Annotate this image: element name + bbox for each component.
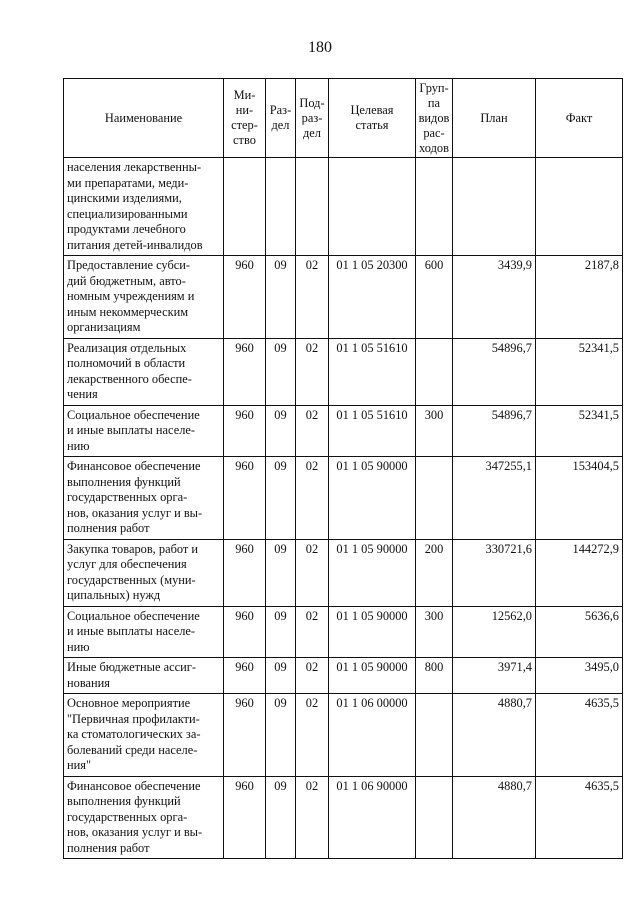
header-name: Наименование	[64, 79, 224, 158]
cell-ministry	[224, 158, 266, 256]
cell-name-line: нования	[67, 675, 110, 690]
cell-subsection	[296, 158, 329, 256]
cell-name-line: ния"	[67, 758, 92, 772]
cell-name-line: государственных орга-	[67, 490, 188, 504]
cell-subsection: 02	[296, 694, 329, 777]
cell-name-line: "Первичная профилакти-	[67, 711, 200, 726]
cell-name-line: полнения работ	[67, 521, 150, 535]
cell-plan: 330721,6	[453, 539, 536, 606]
cell-name	[64, 256, 224, 339]
cell-plan: 3439,9	[453, 256, 536, 339]
cell-name	[64, 606, 224, 658]
cell-target: 01 1 05 20300	[329, 256, 416, 339]
cell-name-line: Социальное обеспечение	[67, 407, 200, 422]
cell-group: 300	[416, 405, 453, 457]
cell-fact: 5636,6	[536, 606, 623, 658]
cell-ministry: 960	[224, 457, 266, 540]
cell-ministry: 960	[224, 405, 266, 457]
cell-fact: 144272,9	[536, 539, 623, 606]
cell-group	[416, 776, 453, 859]
table-body	[64, 158, 623, 859]
cell-group: 300	[416, 606, 453, 658]
table-row	[64, 405, 623, 457]
cell-plan: 347255,1	[453, 457, 536, 540]
cell-target: 01 1 05 90000	[329, 457, 416, 540]
cell-ministry: 960	[224, 694, 266, 777]
cell-name	[64, 158, 224, 256]
header-target-article: Целевая статья	[329, 79, 416, 158]
cell-name-line: выполнения функций	[67, 794, 181, 808]
header-plan: План	[453, 79, 536, 158]
cell-name-line: номным учреждениям и	[67, 289, 195, 303]
cell-subsection: 02	[296, 405, 329, 457]
cell-name	[64, 658, 224, 694]
cell-section: 09	[266, 658, 296, 694]
cell-fact: 52341,5	[536, 405, 623, 457]
cell-name-line: выполнения функций	[67, 474, 181, 489]
cell-subsection: 02	[296, 606, 329, 658]
cell-group: 200	[416, 539, 453, 606]
cell-section: 09	[266, 338, 296, 405]
table-row	[64, 256, 623, 339]
cell-name-line: услуг для обеспечения	[67, 557, 187, 571]
cell-target	[329, 158, 416, 256]
cell-section: 09	[266, 606, 296, 658]
cell-name-line: Финансовое обеспечение	[67, 459, 201, 473]
cell-name-line: лекарственного обеспе-	[67, 371, 192, 386]
cell-name	[64, 405, 224, 457]
cell-subsection: 02	[296, 658, 329, 694]
cell-name-line: цинскими изделиями,	[67, 191, 182, 205]
cell-group	[416, 694, 453, 777]
cell-subsection: 02	[296, 338, 329, 405]
cell-plan: 12562,0	[453, 606, 536, 658]
cell-fact: 52341,5	[536, 338, 623, 405]
cell-ministry: 960	[224, 658, 266, 694]
table-row	[64, 457, 623, 540]
cell-name-line: населения лекарственны-	[67, 160, 202, 174]
page-number: 180	[308, 39, 332, 56]
cell-name-line: иным некоммерческим	[67, 304, 189, 319]
cell-name-line: полнения работ	[67, 840, 150, 855]
cell-name	[64, 539, 224, 606]
cell-section: 09	[266, 694, 296, 777]
header-subsection: Под- раз- дел	[296, 79, 329, 158]
cell-fact: 4635,5	[536, 776, 623, 859]
cell-ministry: 960	[224, 256, 266, 339]
cell-subsection: 02	[296, 539, 329, 606]
cell-section: 09	[266, 256, 296, 339]
cell-name-line: Финансовое обеспечение	[67, 778, 201, 793]
table-row	[64, 158, 623, 256]
table-row	[64, 338, 623, 405]
cell-name-line: полномочий в области	[67, 356, 186, 370]
cell-fact	[536, 158, 623, 256]
cell-section	[266, 158, 296, 256]
cell-name-line: нию	[67, 438, 90, 453]
cell-name-line: организациям	[67, 320, 141, 334]
cell-group	[416, 457, 453, 540]
cell-name-line: дий бюджетным, авто-	[67, 273, 186, 288]
cell-ministry: 960	[224, 776, 266, 859]
cell-name-line: государственных орга-	[67, 809, 188, 824]
cell-group: 600	[416, 256, 453, 339]
cell-name-line: нов, оказания услуг и вы-	[67, 825, 203, 839]
cell-ministry: 960	[224, 539, 266, 606]
table-row	[64, 694, 623, 777]
cell-plan: 3971,4	[453, 658, 536, 694]
cell-name-line: Предоставление субси-	[67, 258, 191, 272]
cell-target: 01 1 05 51610	[329, 338, 416, 405]
cell-subsection: 02	[296, 256, 329, 339]
cell-section: 09	[266, 405, 296, 457]
cell-group: 800	[416, 658, 453, 694]
cell-ministry: 960	[224, 606, 266, 658]
cell-group	[416, 338, 453, 405]
cell-name-line: ципальных) нужд	[67, 588, 161, 602]
cell-name-line: питания детей-инвалидов	[67, 237, 203, 252]
cell-name	[64, 694, 224, 777]
header-fact: Факт	[536, 79, 623, 158]
cell-subsection: 02	[296, 457, 329, 540]
cell-plan: 4880,7	[453, 776, 536, 859]
cell-fact: 153404,5	[536, 457, 623, 540]
cell-name-line: нов, оказания услуг и вы-	[67, 505, 203, 520]
cell-name	[64, 457, 224, 540]
table-row	[64, 539, 623, 606]
cell-group	[416, 158, 453, 256]
cell-target: 01 1 06 00000	[329, 694, 416, 777]
cell-plan: 4880,7	[453, 694, 536, 777]
budget-table	[63, 78, 623, 859]
cell-name-line: Иные бюджетные ассиг-	[67, 660, 196, 674]
cell-name	[64, 776, 224, 859]
header-ministry: Ми- ни- стер- ство	[224, 79, 266, 158]
cell-name-line: Основное мероприятие	[67, 696, 191, 710]
cell-plan	[453, 158, 536, 256]
cell-name	[64, 338, 224, 405]
cell-plan: 54896,7	[453, 405, 536, 457]
cell-name-line: Закупка товаров, работ и	[67, 541, 199, 556]
table-row	[64, 606, 623, 658]
cell-name-line: болеваний среди населе-	[67, 742, 198, 757]
cell-plan: 54896,7	[453, 338, 536, 405]
cell-name-line: нию	[67, 639, 90, 654]
cell-name-line: Реализация отдельных	[67, 340, 187, 355]
cell-target: 01 1 05 51610	[329, 405, 416, 457]
cell-name-line: специализированными	[67, 206, 188, 221]
cell-name-line: и иные выплаты населе-	[67, 423, 196, 437]
cell-name-line: государственных (муни-	[67, 572, 196, 587]
table-row	[64, 658, 623, 694]
cell-target: 01 1 05 90000	[329, 658, 416, 694]
cell-name-line: продуктами лечебного	[67, 222, 186, 236]
cell-section: 09	[266, 776, 296, 859]
cell-name-line: ка стоматологических за-	[67, 727, 201, 741]
header-expense-group: Груп- па видов рас- ходов	[416, 79, 453, 158]
cell-name-line: Социальное обеспечение	[67, 608, 200, 623]
cell-section: 09	[266, 457, 296, 540]
cell-name-line: чения	[67, 387, 98, 401]
cell-ministry: 960	[224, 338, 266, 405]
cell-target: 01 1 05 90000	[329, 539, 416, 606]
cell-fact: 3495,0	[536, 658, 623, 694]
cell-name-line: ми препаратами, меди-	[67, 175, 189, 190]
header-section: Раз- дел	[266, 79, 296, 158]
cell-fact: 2187,8	[536, 256, 623, 339]
table-header-row	[64, 79, 623, 158]
cell-name-line: и иные выплаты населе-	[67, 624, 196, 638]
cell-section: 09	[266, 539, 296, 606]
table-row	[64, 776, 623, 859]
cell-fact: 4635,5	[536, 694, 623, 777]
cell-target: 01 1 05 90000	[329, 606, 416, 658]
cell-subsection: 02	[296, 776, 329, 859]
cell-target: 01 1 06 90000	[329, 776, 416, 859]
